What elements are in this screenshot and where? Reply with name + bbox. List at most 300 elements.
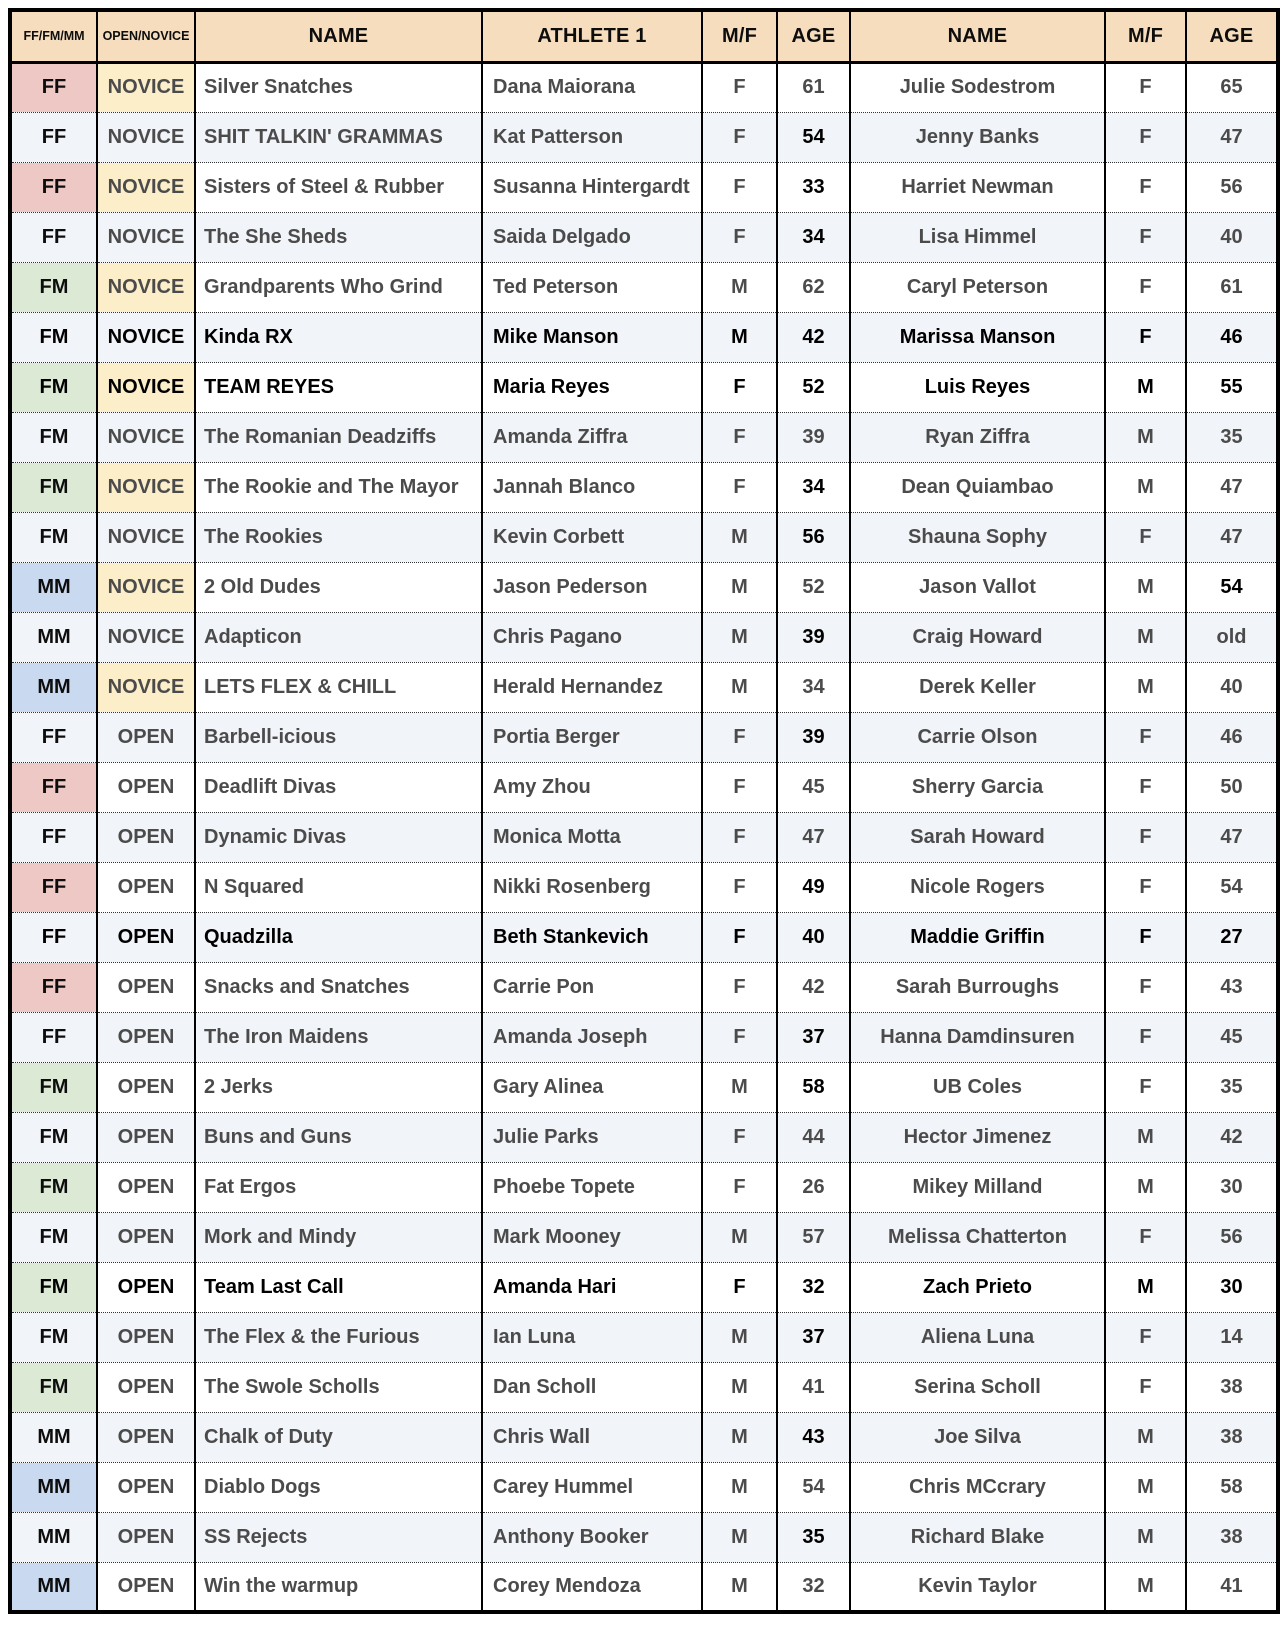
- athlete1-name-cell: Corey Mendoza: [482, 1562, 702, 1612]
- athlete2-mf-cell: F: [1105, 212, 1186, 262]
- team-name-cell: SS Rejects: [195, 1512, 482, 1562]
- table-header: [10, 10, 1278, 62]
- athlete1-mf-cell: F: [702, 962, 777, 1012]
- athlete1-name-cell: Dana Maiorana: [482, 62, 702, 112]
- team-name-cell: Silver Snatches: [195, 62, 482, 112]
- group-cell: FM: [10, 462, 97, 512]
- division-cell: NOVICE: [97, 312, 195, 362]
- athlete2-age-cell: 43: [1186, 962, 1278, 1012]
- division-cell: OPEN: [97, 1562, 195, 1612]
- athlete2-mf-cell: M: [1105, 1562, 1186, 1612]
- athlete1-mf-cell: F: [702, 1012, 777, 1062]
- athlete1-age-cell: 57: [777, 1212, 850, 1262]
- athlete2-name-cell: Joe Silva: [850, 1412, 1105, 1462]
- athlete2-name-cell: Aliena Luna: [850, 1312, 1105, 1362]
- group-cell: FF: [10, 962, 97, 1012]
- division-cell: NOVICE: [97, 612, 195, 662]
- athlete2-name-cell: Julie Sodestrom: [850, 62, 1105, 112]
- athlete1-age-cell: 42: [777, 312, 850, 362]
- athlete1-name-cell: Kat Patterson: [482, 112, 702, 162]
- athlete1-mf-cell: F: [702, 912, 777, 962]
- athlete2-age-cell: 42: [1186, 1112, 1278, 1162]
- athlete2-age-cell: 40: [1186, 212, 1278, 262]
- athlete2-age-cell: 27: [1186, 912, 1278, 962]
- athlete1-name-cell: Amy Zhou: [482, 762, 702, 812]
- division-cell: OPEN: [97, 1012, 195, 1062]
- division-cell: NOVICE: [97, 412, 195, 462]
- athlete2-mf-cell: F: [1105, 162, 1186, 212]
- athlete1-name-cell: Herald Hernandez: [482, 662, 702, 712]
- athlete2-mf-cell: F: [1105, 312, 1186, 362]
- athlete1-mf-cell: F: [702, 362, 777, 412]
- athlete1-age-cell: 54: [777, 112, 850, 162]
- group-cell: FM: [10, 1362, 97, 1412]
- athlete1-name-cell: Carrie Pon: [482, 962, 702, 1012]
- group-cell: FM: [10, 1312, 97, 1362]
- athlete2-age-cell: 46: [1186, 712, 1278, 762]
- table-row: [10, 1112, 1278, 1162]
- division-cell: OPEN: [97, 1212, 195, 1262]
- group-cell: FF: [10, 812, 97, 862]
- athlete1-mf-cell: M: [702, 662, 777, 712]
- header-group: FF/FM/MM: [10, 10, 97, 62]
- group-cell: FF: [10, 162, 97, 212]
- group-cell: FM: [10, 412, 97, 462]
- athlete2-age-cell: 38: [1186, 1362, 1278, 1412]
- athlete2-name-cell: Sarah Burroughs: [850, 962, 1105, 1012]
- athlete2-mf-cell: F: [1105, 962, 1186, 1012]
- athlete2-age-cell: 56: [1186, 162, 1278, 212]
- header-team-name: NAME: [195, 10, 482, 62]
- division-cell: OPEN: [97, 1412, 195, 1462]
- table-row: [10, 1162, 1278, 1212]
- athlete1-age-cell: 54: [777, 1462, 850, 1512]
- team-name-cell: Sisters of Steel & Rubber: [195, 162, 482, 212]
- division-cell: OPEN: [97, 1062, 195, 1112]
- table-row: [10, 862, 1278, 912]
- division-cell: NOVICE: [97, 262, 195, 312]
- athlete2-mf-cell: M: [1105, 1112, 1186, 1162]
- athlete2-name-cell: Jason Vallot: [850, 562, 1105, 612]
- group-cell: MM: [10, 1462, 97, 1512]
- table-row: [10, 562, 1278, 612]
- athlete1-age-cell: 26: [777, 1162, 850, 1212]
- team-name-cell: 2 Old Dudes: [195, 562, 482, 612]
- table-row: [10, 462, 1278, 512]
- athlete1-mf-cell: F: [702, 62, 777, 112]
- division-cell: NOVICE: [97, 462, 195, 512]
- table-row: [10, 662, 1278, 712]
- table-row: [10, 162, 1278, 212]
- table-row: [10, 1062, 1278, 1112]
- athlete1-age-cell: 42: [777, 962, 850, 1012]
- athlete1-mf-cell: F: [702, 112, 777, 162]
- group-cell: FM: [10, 262, 97, 312]
- group-cell: MM: [10, 1562, 97, 1612]
- division-cell: OPEN: [97, 1462, 195, 1512]
- athlete2-name-cell: Melissa Chatterton: [850, 1212, 1105, 1262]
- athlete1-age-cell: 34: [777, 662, 850, 712]
- athlete1-mf-cell: M: [702, 512, 777, 562]
- athlete1-age-cell: 39: [777, 612, 850, 662]
- athlete1-name-cell: Anthony Booker: [482, 1512, 702, 1562]
- athlete2-mf-cell: F: [1105, 912, 1186, 962]
- table-row: [10, 1262, 1278, 1312]
- division-cell: OPEN: [97, 1362, 195, 1412]
- athlete2-mf-cell: F: [1105, 1212, 1186, 1262]
- group-cell: FF: [10, 62, 97, 112]
- athlete1-age-cell: 37: [777, 1312, 850, 1362]
- athlete2-name-cell: Serina Scholl: [850, 1362, 1105, 1412]
- athlete2-name-cell: Derek Keller: [850, 662, 1105, 712]
- team-name-cell: 2 Jerks: [195, 1062, 482, 1112]
- athlete2-mf-cell: F: [1105, 62, 1186, 112]
- athlete2-mf-cell: F: [1105, 112, 1186, 162]
- team-name-cell: Diablo Dogs: [195, 1462, 482, 1512]
- group-cell: FM: [10, 1212, 97, 1262]
- table-row: [10, 262, 1278, 312]
- athlete1-mf-cell: F: [702, 1112, 777, 1162]
- athlete1-name-cell: Amanda Ziffra: [482, 412, 702, 462]
- division-cell: OPEN: [97, 1512, 195, 1562]
- athlete1-age-cell: 52: [777, 562, 850, 612]
- athlete1-name-cell: Amanda Hari: [482, 1262, 702, 1312]
- team-name-cell: Snacks and Snatches: [195, 962, 482, 1012]
- table-row: [10, 812, 1278, 862]
- group-cell: FM: [10, 512, 97, 562]
- division-cell: NOVICE: [97, 162, 195, 212]
- athlete2-age-cell: 35: [1186, 412, 1278, 462]
- athlete2-name-cell: Mikey Milland: [850, 1162, 1105, 1212]
- athlete2-age-cell: old: [1186, 612, 1278, 662]
- athlete2-age-cell: 40: [1186, 662, 1278, 712]
- division-cell: NOVICE: [97, 212, 195, 262]
- athlete1-age-cell: 33: [777, 162, 850, 212]
- athlete2-age-cell: 14: [1186, 1312, 1278, 1362]
- athlete1-mf-cell: F: [702, 462, 777, 512]
- athlete2-age-cell: 30: [1186, 1262, 1278, 1312]
- athlete1-mf-cell: F: [702, 762, 777, 812]
- team-name-cell: The Swole Scholls: [195, 1362, 482, 1412]
- athlete1-name-cell: Ian Luna: [482, 1312, 702, 1362]
- division-cell: NOVICE: [97, 512, 195, 562]
- athlete1-name-cell: Kevin Corbett: [482, 512, 702, 562]
- athlete2-mf-cell: M: [1105, 562, 1186, 612]
- team-name-cell: Fat Ergos: [195, 1162, 482, 1212]
- athlete2-name-cell: Craig Howard: [850, 612, 1105, 662]
- athlete1-age-cell: 35: [777, 1512, 850, 1562]
- athlete2-age-cell: 54: [1186, 562, 1278, 612]
- division-cell: NOVICE: [97, 562, 195, 612]
- athlete2-age-cell: 38: [1186, 1512, 1278, 1562]
- group-cell: FM: [10, 362, 97, 412]
- athlete1-age-cell: 45: [777, 762, 850, 812]
- athlete2-name-cell: Jenny Banks: [850, 112, 1105, 162]
- athlete2-name-cell: Kevin Taylor: [850, 1562, 1105, 1612]
- group-cell: FF: [10, 112, 97, 162]
- group-cell: FM: [10, 1062, 97, 1112]
- athlete2-mf-cell: M: [1105, 412, 1186, 462]
- athlete1-age-cell: 32: [777, 1262, 850, 1312]
- roster-table: [8, 8, 1280, 1614]
- header-athlete2-mf: M/F: [1105, 10, 1186, 62]
- athlete2-mf-cell: M: [1105, 1262, 1186, 1312]
- athlete1-name-cell: Chris Wall: [482, 1412, 702, 1462]
- athlete2-mf-cell: F: [1105, 712, 1186, 762]
- table-row: [10, 762, 1278, 812]
- header-division: OPEN/NOVICE: [97, 10, 195, 62]
- athlete1-name-cell: Mark Mooney: [482, 1212, 702, 1262]
- table-row: [10, 512, 1278, 562]
- athlete1-name-cell: Mike Manson: [482, 312, 702, 362]
- team-name-cell: The She Sheds: [195, 212, 482, 262]
- table-row: [10, 362, 1278, 412]
- athlete2-age-cell: 50: [1186, 762, 1278, 812]
- division-cell: OPEN: [97, 712, 195, 762]
- athlete1-mf-cell: M: [702, 1362, 777, 1412]
- athlete1-mf-cell: M: [702, 612, 777, 662]
- division-cell: OPEN: [97, 1262, 195, 1312]
- athlete2-mf-cell: M: [1105, 662, 1186, 712]
- athlete2-age-cell: 58: [1186, 1462, 1278, 1512]
- athlete2-age-cell: 55: [1186, 362, 1278, 412]
- group-cell: MM: [10, 1412, 97, 1462]
- division-cell: OPEN: [97, 962, 195, 1012]
- athlete1-age-cell: 49: [777, 862, 850, 912]
- athlete2-age-cell: 30: [1186, 1162, 1278, 1212]
- table-row: [10, 612, 1278, 662]
- team-name-cell: LETS FLEX & CHILL: [195, 662, 482, 712]
- team-name-cell: The Iron Maidens: [195, 1012, 482, 1062]
- athlete2-name-cell: Caryl Peterson: [850, 262, 1105, 312]
- team-name-cell: Adapticon: [195, 612, 482, 662]
- division-cell: OPEN: [97, 1112, 195, 1162]
- athlete2-name-cell: Shauna Sophy: [850, 512, 1105, 562]
- header-athlete1-mf: M/F: [702, 10, 777, 62]
- athlete1-mf-cell: M: [702, 1062, 777, 1112]
- athlete2-age-cell: 41: [1186, 1562, 1278, 1612]
- athlete1-name-cell: Gary Alinea: [482, 1062, 702, 1112]
- header-athlete2-age: AGE: [1186, 10, 1278, 62]
- header-athlete1-age: AGE: [777, 10, 850, 62]
- team-name-cell: Buns and Guns: [195, 1112, 482, 1162]
- athlete1-mf-cell: M: [702, 562, 777, 612]
- athlete2-name-cell: Sarah Howard: [850, 812, 1105, 862]
- division-cell: OPEN: [97, 1312, 195, 1362]
- athlete1-age-cell: 41: [777, 1362, 850, 1412]
- athlete1-mf-cell: F: [702, 1162, 777, 1212]
- table-row: [10, 1362, 1278, 1412]
- athlete2-name-cell: Richard Blake: [850, 1512, 1105, 1562]
- athlete1-name-cell: Monica Motta: [482, 812, 702, 862]
- athlete1-age-cell: 62: [777, 262, 850, 312]
- table-row: [10, 912, 1278, 962]
- athlete2-mf-cell: F: [1105, 262, 1186, 312]
- athlete2-mf-cell: F: [1105, 862, 1186, 912]
- header-row: [10, 10, 1278, 62]
- table-row: [10, 1212, 1278, 1262]
- team-name-cell: The Rookies: [195, 512, 482, 562]
- team-name-cell: The Romanian Deadziffs: [195, 412, 482, 462]
- group-cell: MM: [10, 612, 97, 662]
- table-row: [10, 1312, 1278, 1362]
- team-name-cell: The Flex & the Furious: [195, 1312, 482, 1362]
- athlete1-name-cell: Portia Berger: [482, 712, 702, 762]
- team-name-cell: Grandparents Who Grind: [195, 262, 482, 312]
- division-cell: OPEN: [97, 762, 195, 812]
- group-cell: MM: [10, 562, 97, 612]
- athlete1-mf-cell: M: [702, 1412, 777, 1462]
- division-cell: NOVICE: [97, 662, 195, 712]
- athlete1-name-cell: Phoebe Topete: [482, 1162, 702, 1212]
- group-cell: FF: [10, 762, 97, 812]
- team-name-cell: The Rookie and The Mayor: [195, 462, 482, 512]
- athlete2-mf-cell: M: [1105, 1162, 1186, 1212]
- division-cell: OPEN: [97, 1162, 195, 1212]
- team-name-cell: Win the warmup: [195, 1562, 482, 1612]
- athlete2-mf-cell: F: [1105, 1362, 1186, 1412]
- athlete1-age-cell: 39: [777, 712, 850, 762]
- group-cell: MM: [10, 1512, 97, 1562]
- athlete1-name-cell: Chris Pagano: [482, 612, 702, 662]
- team-name-cell: Chalk of Duty: [195, 1412, 482, 1462]
- athlete1-name-cell: Saida Delgado: [482, 212, 702, 262]
- division-cell: NOVICE: [97, 112, 195, 162]
- athlete2-age-cell: 54: [1186, 862, 1278, 912]
- table-row: [10, 1512, 1278, 1562]
- athlete2-age-cell: 47: [1186, 112, 1278, 162]
- athlete1-name-cell: Beth Stankevich: [482, 912, 702, 962]
- athlete1-name-cell: Susanna Hintergardt: [482, 162, 702, 212]
- athlete2-mf-cell: M: [1105, 362, 1186, 412]
- team-name-cell: SHIT TALKIN' GRAMMAS: [195, 112, 482, 162]
- team-name-cell: Team Last Call: [195, 1262, 482, 1312]
- athlete2-mf-cell: M: [1105, 612, 1186, 662]
- athlete1-name-cell: Nikki Rosenberg: [482, 862, 702, 912]
- athlete2-age-cell: 35: [1186, 1062, 1278, 1112]
- team-name-cell: Barbell-icious: [195, 712, 482, 762]
- header-athlete2-name: NAME: [850, 10, 1105, 62]
- athlete2-name-cell: Ryan Ziffra: [850, 412, 1105, 462]
- group-cell: FM: [10, 312, 97, 362]
- athlete2-mf-cell: F: [1105, 812, 1186, 862]
- athlete2-name-cell: Hanna Damdinsuren: [850, 1012, 1105, 1062]
- group-cell: FF: [10, 1012, 97, 1062]
- team-name-cell: Deadlift Divas: [195, 762, 482, 812]
- athlete2-mf-cell: F: [1105, 1062, 1186, 1112]
- athlete1-age-cell: 37: [777, 1012, 850, 1062]
- athlete1-mf-cell: M: [702, 1312, 777, 1362]
- athlete2-name-cell: Marissa Manson: [850, 312, 1105, 362]
- athlete1-age-cell: 52: [777, 362, 850, 412]
- athlete1-age-cell: 34: [777, 462, 850, 512]
- team-name-cell: Dynamic Divas: [195, 812, 482, 862]
- athlete1-age-cell: 39: [777, 412, 850, 462]
- team-name-cell: Kinda RX: [195, 312, 482, 362]
- athlete2-name-cell: Maddie Griffin: [850, 912, 1105, 962]
- athlete1-mf-cell: M: [702, 1462, 777, 1512]
- athlete2-mf-cell: F: [1105, 1312, 1186, 1362]
- division-cell: NOVICE: [97, 62, 195, 112]
- athlete1-mf-cell: M: [702, 1562, 777, 1612]
- athlete1-mf-cell: F: [702, 812, 777, 862]
- athlete1-mf-cell: M: [702, 312, 777, 362]
- athlete2-age-cell: 61: [1186, 262, 1278, 312]
- athlete2-mf-cell: M: [1105, 1462, 1186, 1512]
- division-cell: OPEN: [97, 912, 195, 962]
- athlete1-mf-cell: M: [702, 1212, 777, 1262]
- athlete2-age-cell: 38: [1186, 1412, 1278, 1462]
- team-name-cell: Mork and Mindy: [195, 1212, 482, 1262]
- athlete2-mf-cell: M: [1105, 462, 1186, 512]
- athlete2-name-cell: UB Coles: [850, 1062, 1105, 1112]
- athlete1-name-cell: Jason Pederson: [482, 562, 702, 612]
- athlete2-name-cell: Chris MCcrary: [850, 1462, 1105, 1512]
- athlete2-name-cell: Dean Quiambao: [850, 462, 1105, 512]
- group-cell: FM: [10, 1112, 97, 1162]
- group-cell: FF: [10, 712, 97, 762]
- table-row: [10, 212, 1278, 262]
- athlete1-age-cell: 56: [777, 512, 850, 562]
- group-cell: FM: [10, 1162, 97, 1212]
- athlete2-name-cell: Nicole Rogers: [850, 862, 1105, 912]
- athlete1-mf-cell: M: [702, 1512, 777, 1562]
- table-row: [10, 962, 1278, 1012]
- athlete1-age-cell: 44: [777, 1112, 850, 1162]
- athlete1-age-cell: 40: [777, 912, 850, 962]
- table-row: [10, 712, 1278, 762]
- athlete2-name-cell: Lisa Himmel: [850, 212, 1105, 262]
- athlete1-mf-cell: M: [702, 262, 777, 312]
- athlete2-age-cell: 47: [1186, 812, 1278, 862]
- athlete2-name-cell: Sherry Garcia: [850, 762, 1105, 812]
- athlete1-name-cell: Amanda Joseph: [482, 1012, 702, 1062]
- division-cell: OPEN: [97, 812, 195, 862]
- table-row: [10, 1012, 1278, 1062]
- athlete2-age-cell: 45: [1186, 1012, 1278, 1062]
- athlete2-name-cell: Harriet Newman: [850, 162, 1105, 212]
- athlete1-name-cell: Jannah Blanco: [482, 462, 702, 512]
- athlete1-age-cell: 34: [777, 212, 850, 262]
- group-cell: FF: [10, 862, 97, 912]
- team-name-cell: TEAM REYES: [195, 362, 482, 412]
- athlete1-name-cell: Ted Peterson: [482, 262, 702, 312]
- athlete2-name-cell: Luis Reyes: [850, 362, 1105, 412]
- athlete2-age-cell: 46: [1186, 312, 1278, 362]
- athlete2-mf-cell: M: [1105, 1512, 1186, 1562]
- athlete2-name-cell: Hector Jimenez: [850, 1112, 1105, 1162]
- table-row: [10, 1562, 1278, 1612]
- table-row: [10, 62, 1278, 112]
- athlete1-name-cell: Julie Parks: [482, 1112, 702, 1162]
- group-cell: FF: [10, 212, 97, 262]
- group-cell: MM: [10, 662, 97, 712]
- athlete2-age-cell: 56: [1186, 1212, 1278, 1262]
- athlete1-mf-cell: F: [702, 712, 777, 762]
- athlete1-mf-cell: F: [702, 212, 777, 262]
- athlete2-age-cell: 65: [1186, 62, 1278, 112]
- division-cell: OPEN: [97, 862, 195, 912]
- header-athlete1: ATHLETE 1: [482, 10, 702, 62]
- athlete2-name-cell: Zach Prieto: [850, 1262, 1105, 1312]
- athlete1-age-cell: 43: [777, 1412, 850, 1462]
- group-cell: FF: [10, 912, 97, 962]
- team-name-cell: N Squared: [195, 862, 482, 912]
- table-row: [10, 112, 1278, 162]
- athlete2-mf-cell: F: [1105, 762, 1186, 812]
- table-row: [10, 412, 1278, 462]
- athlete2-mf-cell: F: [1105, 512, 1186, 562]
